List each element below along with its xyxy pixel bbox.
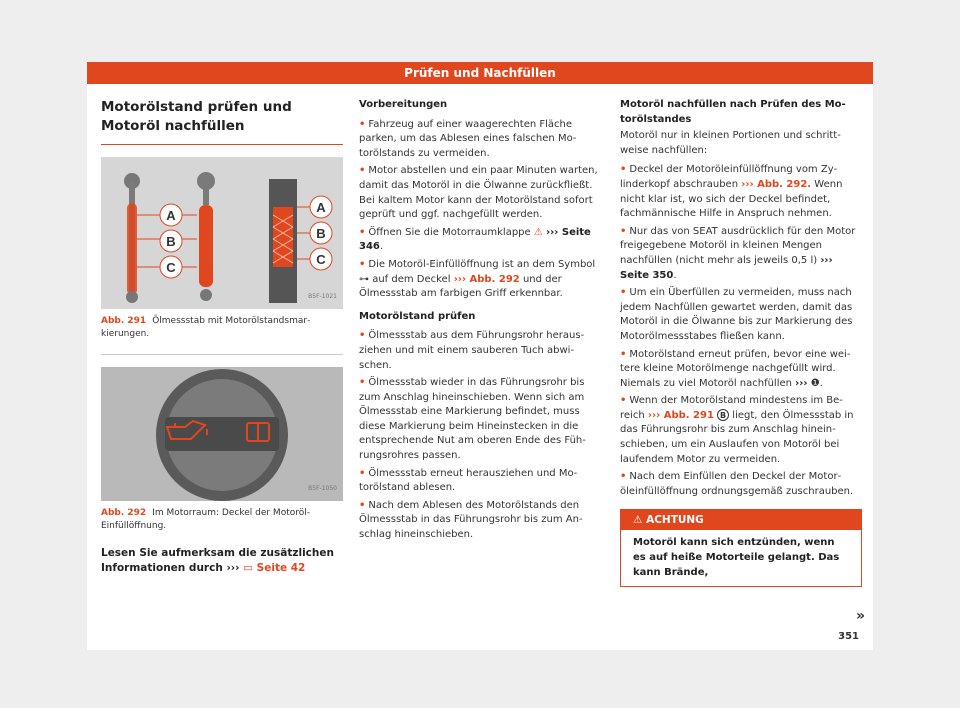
list-item: • Ölmessstab wieder in das Führungsrohr bis zum Anschlag hineinschieben. Wenn sich am Ölmessstab eine Markierung befindet, muss diese Markierung beim Hineinstecken in die entsprechende Nut am oberen Ende des Führungsrohres passen. [359, 377, 586, 462]
figure-reference-link[interactable]: ››› Abb. 292. [741, 178, 812, 190]
figure-code: B5F-1021 [308, 293, 337, 301]
list-item: • Nach dem Ablesen des Motorölstands den Ölmessstab in das Führungsrohr bis zum Anschlag hineinschieben. [359, 499, 583, 541]
warning-text: Motoröl kann sich entzünden, wenn es auf heiße Motorteile gelangt. Das kann Brände, [633, 537, 840, 578]
list-item: • Motorölstand erneut prüfen, bevor eine weitere kleine Motorölmenge nachgefüllt wird. Niemals zu viel Motoröl nachfüllen ››› ❶. [620, 348, 851, 389]
check-title: Motorölstand prüfen [359, 310, 476, 322]
figure-oil-cap [101, 367, 343, 501]
book-icon: ▭ [243, 562, 254, 574]
list-item: • Die Motoröl-Einfüllöffnung ist an dem Symbol ⊶ auf dem Deckel ››› Abb. 292 und der Ölmessstab am farbigen Griff erkennbar. [359, 258, 596, 300]
exclamation-icon: ❶ [810, 377, 820, 389]
list-item: • Nach dem Einfüllen den Deckel der Motoröleinfüllöffnung ordnungsgemäß zuschrauben. [620, 471, 854, 497]
svg-text:A: A [316, 200, 326, 215]
figure-reference-link[interactable]: ››› Abb. 291 [647, 409, 714, 421]
warning-icon: ⚠ [633, 514, 643, 527]
list-item: • Ölmessstab aus dem Führungsrohr herausziehen und mit einem sauberen Tuch abwischen. [359, 330, 585, 371]
section-title: Motorölstand prüfen und Motoröl nachfüllen [101, 98, 343, 145]
list-item: • Fahrzeug auf einer waagerechten Fläche parken, um das Ablesen eines falschen Motorölstands zu vermeiden. [359, 118, 577, 159]
svg-text:A: A [166, 208, 176, 223]
svg-text:C: C [316, 252, 326, 267]
figure-dipstick [101, 157, 343, 309]
column-right [620, 98, 862, 587]
list-item: • Motor abstellen und ein paar Minuten warten, damit das Motoröl in die Ölwanne zurückfließt. Bei kaltem Motor kann der Motorölstand sofort geprüft und ggf. nachgefüllt werden. [359, 165, 598, 221]
continue-mark: » [855, 608, 865, 624]
page-reference-link[interactable]: ››› Seite 346 [359, 226, 591, 253]
list-item: • Um ein Überfüllen zu vermeiden, muss nach jedem Nachfüllen gewartet werden, damit das Motoröl in die Ölwanne bis zur Markierung des Motorölmessstabes fließen kann. [620, 287, 853, 342]
figure-reference-link[interactable]: ››› Abb. 292 [453, 273, 520, 285]
dipstick-illustration [101, 157, 343, 309]
figure-caption: Abb. 292 Im Motorraum: Deckel der Motoröl-Einfüllöffnung. [101, 508, 310, 531]
figure-code: B5F-1050 [308, 485, 337, 493]
refill-title: Motoröl nachfüllen nach Prüfen des Motorölstandes [620, 99, 846, 125]
svg-text:B: B [166, 234, 176, 249]
mark-b-badge: B [717, 409, 729, 421]
list-item: • Nur das von SEAT ausdrücklich für den Motor freigegebene Motoröl in kleinen Mengen nachfüllen (nicht mehr als jeweils 0,5 l) ››› Seite 350. [620, 225, 856, 281]
oil-can-icon: ⊶ [359, 273, 369, 285]
list-item: • Deckel der Motoröleinfüllöffnung vom Zylinderkopf abschrauben ››› Abb. 292. Wenn nicht klar ist, wo sich der Deckel befindet, fachmännische Hilfe in Anspruch nehmen. [620, 164, 843, 220]
refill-intro: Motoröl nur in kleinen Portionen und schrittweise nachfüllen: [620, 130, 841, 156]
dipstick-level-middle [199, 205, 213, 287]
column-middle [359, 98, 603, 546]
warning-header: ⚠ ACHTUNG [621, 510, 861, 530]
list-item: • Wenn der Motorölstand mindestens im Bereich ››› Abb. 291 B liegt, den Ölmessstab in das Führungsrohr bis zum Anschlag hineinschieben, um ein Auslaufen von Motoröl bei laufendem Motor zu vermeiden. [620, 395, 854, 465]
svg-text:B: B [316, 226, 326, 241]
warning-box [620, 509, 862, 587]
oil-cap-illustration [101, 367, 343, 501]
page-header: Prüfen und Nachfüllen [87, 62, 873, 84]
warning-icon: ⚠ [533, 226, 543, 238]
svg-text:C: C [166, 260, 176, 275]
figure-label: Abb. 291 [101, 316, 147, 326]
page-reference-link[interactable]: ››› Seite 350 [620, 254, 833, 281]
list-item: • Öffnen Sie die Motorraumklappe ⚠ ››› Seite 346. [359, 226, 591, 253]
manual-page [87, 62, 873, 650]
dipstick-level-left [127, 203, 137, 295]
read-note: Lesen Sie aufmerksam die zusätzlichen Informationen durch ››› ▭ Seite 42 [101, 547, 334, 574]
page-number: 351 [838, 631, 859, 642]
figure-caption: Abb. 291 Ölmessstab mit Motorölstandsmarkierungen. [101, 315, 343, 355]
page-reference-link[interactable]: Seite 42 [256, 562, 306, 574]
list-item: • Ölmessstab erneut herausziehen und Motorölstand ablesen. [359, 467, 578, 494]
column-left [101, 98, 343, 576]
prep-title: Vorbereitungen [359, 99, 448, 110]
figure-label: Abb. 292 [101, 508, 147, 518]
